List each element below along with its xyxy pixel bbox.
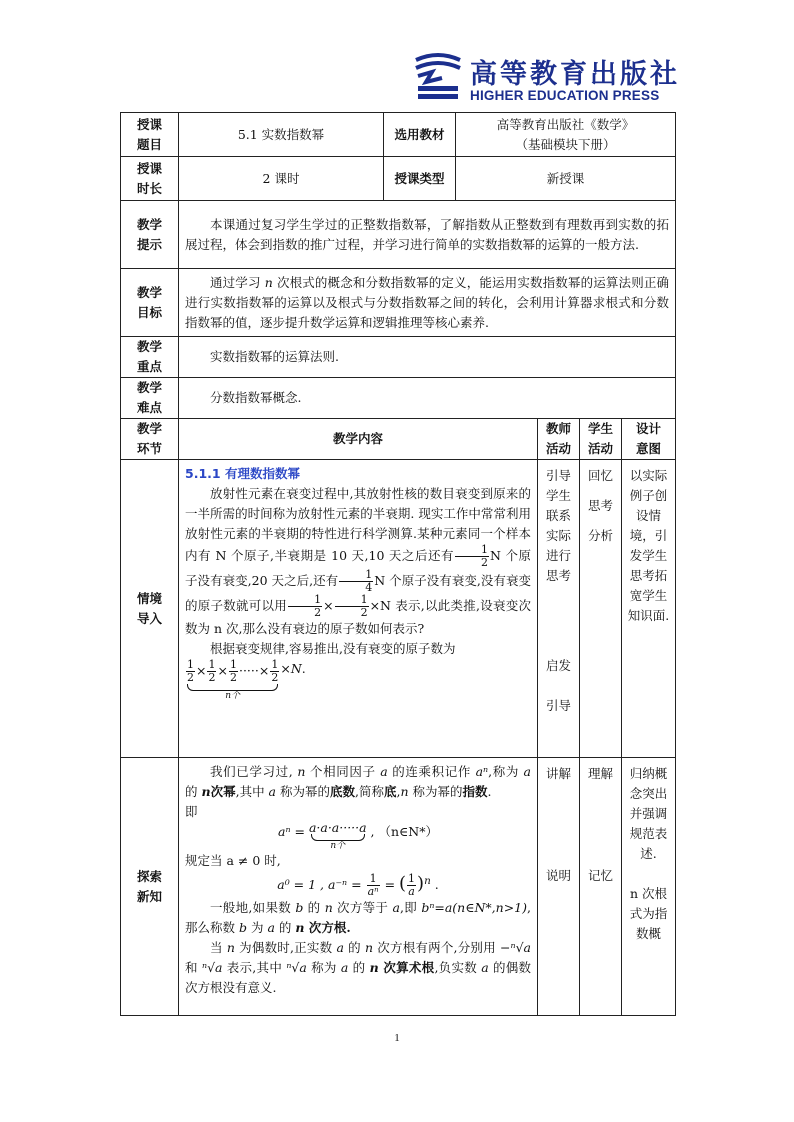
difficulty-text: 分数指数幂概念.: [179, 378, 676, 419]
intro-design-intent: 以实际例子创设情境，引发学生思考拓宽学生知识面.: [622, 460, 676, 758]
goal-text: 通过学习 n 次根式的概念和分数指数幂的定义，能运用实数指数幂的运算法则正确进行实数指数幂的运算以及根式与分数指数幂之间的转化，会利用计算器求根式和分数指数幂的值，逐步提升数学运算和逻辑推理等核心素养.: [179, 269, 676, 337]
page-number: 1: [394, 1032, 400, 1044]
duration-value: 2 课时: [179, 157, 384, 201]
intro-student-activity: 回忆 思考 分析: [580, 460, 622, 758]
explore-ji: 即: [185, 804, 198, 819]
explore-teacher-activity: 讲解 说明: [538, 758, 580, 1016]
header-student: 学生 活动: [580, 419, 622, 460]
publisher-logo: [412, 50, 680, 108]
difficulty-label: 教学 难点: [121, 378, 179, 419]
key-label: 教学 重点: [121, 337, 179, 378]
hint-text: 本课通过复习学生学过的正整数指数幂，了解指数从正整数到有理数再到实数的拓展过程，体会到指数的推广过程，并学习进行简单的实数指数幂的运算的一般方法.: [179, 201, 676, 269]
duration-label: 授课 时长: [121, 157, 179, 201]
header-stage: 教学 环节: [121, 419, 179, 460]
type-label: 授课类型: [384, 157, 456, 201]
explore-design-intent: 归纳概念突出并强调规范表述. n 次根式为指数概: [622, 758, 676, 1016]
goal-label: 教学 目标: [121, 269, 179, 337]
publisher-name-en: HIGHER EDUCATION PRESS: [470, 88, 660, 103]
explore-content: [179, 758, 538, 1016]
explore-formula-2: a⁰ = 1 , a⁻ⁿ = $\frac{1}{\text{aⁿ}}$ = ( $\frac{1}{a}$ )$^n$ .: [277, 872, 439, 899]
publisher-name-cn: 高等教育出版社: [470, 59, 680, 90]
header-design: 设计 意图: [622, 419, 676, 460]
explore-formula-1: aⁿ = a·a·a·····a n个 , （n∈N*）: [278, 820, 438, 851]
explore-paragraph-1: 我们已学习过, n 个相同因子 a 的连乘积记作 aⁿ,称为 a 的 n次幂,其中 a 称为幂的底数,简称底,n 称为幂的指数.: [185, 764, 531, 799]
section-title: 5.1.1 有理数指数幂: [185, 466, 300, 481]
topic-label: 授课 题目: [121, 113, 179, 157]
explore-stage: 探索 新知: [121, 758, 179, 1016]
explore-student-activity: 理解 记忆: [580, 758, 622, 1016]
intro-formula: $\frac{1}{2}$ × $\frac{1}{2}$ × $\frac{1}{2}$ ·····× $\frac{1}{2}$ n个 ×N.: [187, 658, 306, 701]
hint-label: 教学 提示: [121, 201, 179, 269]
header-teacher: 教师 活动: [538, 419, 580, 460]
textbook-value: 高等教育出版社《数学》 （基础模块下册）: [456, 113, 676, 157]
explore-paragraph-4: 当 n 为偶数时,正实数 a 的 n 次方根有两个,分别用 −ⁿ√a 和 ⁿ√a 表示,其中 ⁿ√a 称为 a 的 n 次算术根,负实数 a 的偶数次方根没有意义.: [185, 940, 532, 996]
publisher-emblem-icon: [412, 52, 464, 104]
intro-teacher-activity: 引导 学生 联系 实际 进行 思考 启发 引导: [538, 460, 580, 758]
explore-paragraph-3: 一般地,如果数 b 的 n 次方等于 a,即 bⁿ=a(n∈N*,n>1),那么称数 b 为 a 的 n 次方根.: [185, 900, 531, 936]
type-value: 新授课: [456, 157, 676, 201]
topic-value: 5.1 实数指数幂: [179, 113, 384, 157]
key-text: 实数指数幂的运算法则.: [179, 337, 676, 378]
intro-paragraph: 放射性元素在衰变过程中,其放射性核的数目衰变到原来的一半所需的时间称为放射性元素的半衰期. 现实工作中常常利用放射性元素的半衰期的特性进行科学测算.某种元素同一个样本内有 N 个原子,半衰期是 10 天,10 天之后还有 $\frac{1}{2}$ N 个原子没有衰变,20 天之后,还有 $\frac{1}{4}$ N 个原子没有衰变,没有衰变的原子数就可以用 $\frac{1}{2}$ × $\frac{1}{2}$ ×N 表示,以此类推,设衰变次数为 n 次,那么没有衰边的原子数如何表示?: [185, 486, 531, 636]
header-content: 教学内容: [179, 419, 538, 460]
explore-rule: 规定当 a ≠ 0 时,: [185, 853, 281, 868]
intro-stage: 情境 导入: [121, 460, 179, 758]
lesson-plan-table: [120, 112, 676, 1016]
intro-content: [179, 460, 538, 758]
intro-paragraph-2: 根据衰变规律,容易推出,没有衰变的原子数为: [210, 641, 456, 656]
textbook-label: 选用教材: [384, 113, 456, 157]
